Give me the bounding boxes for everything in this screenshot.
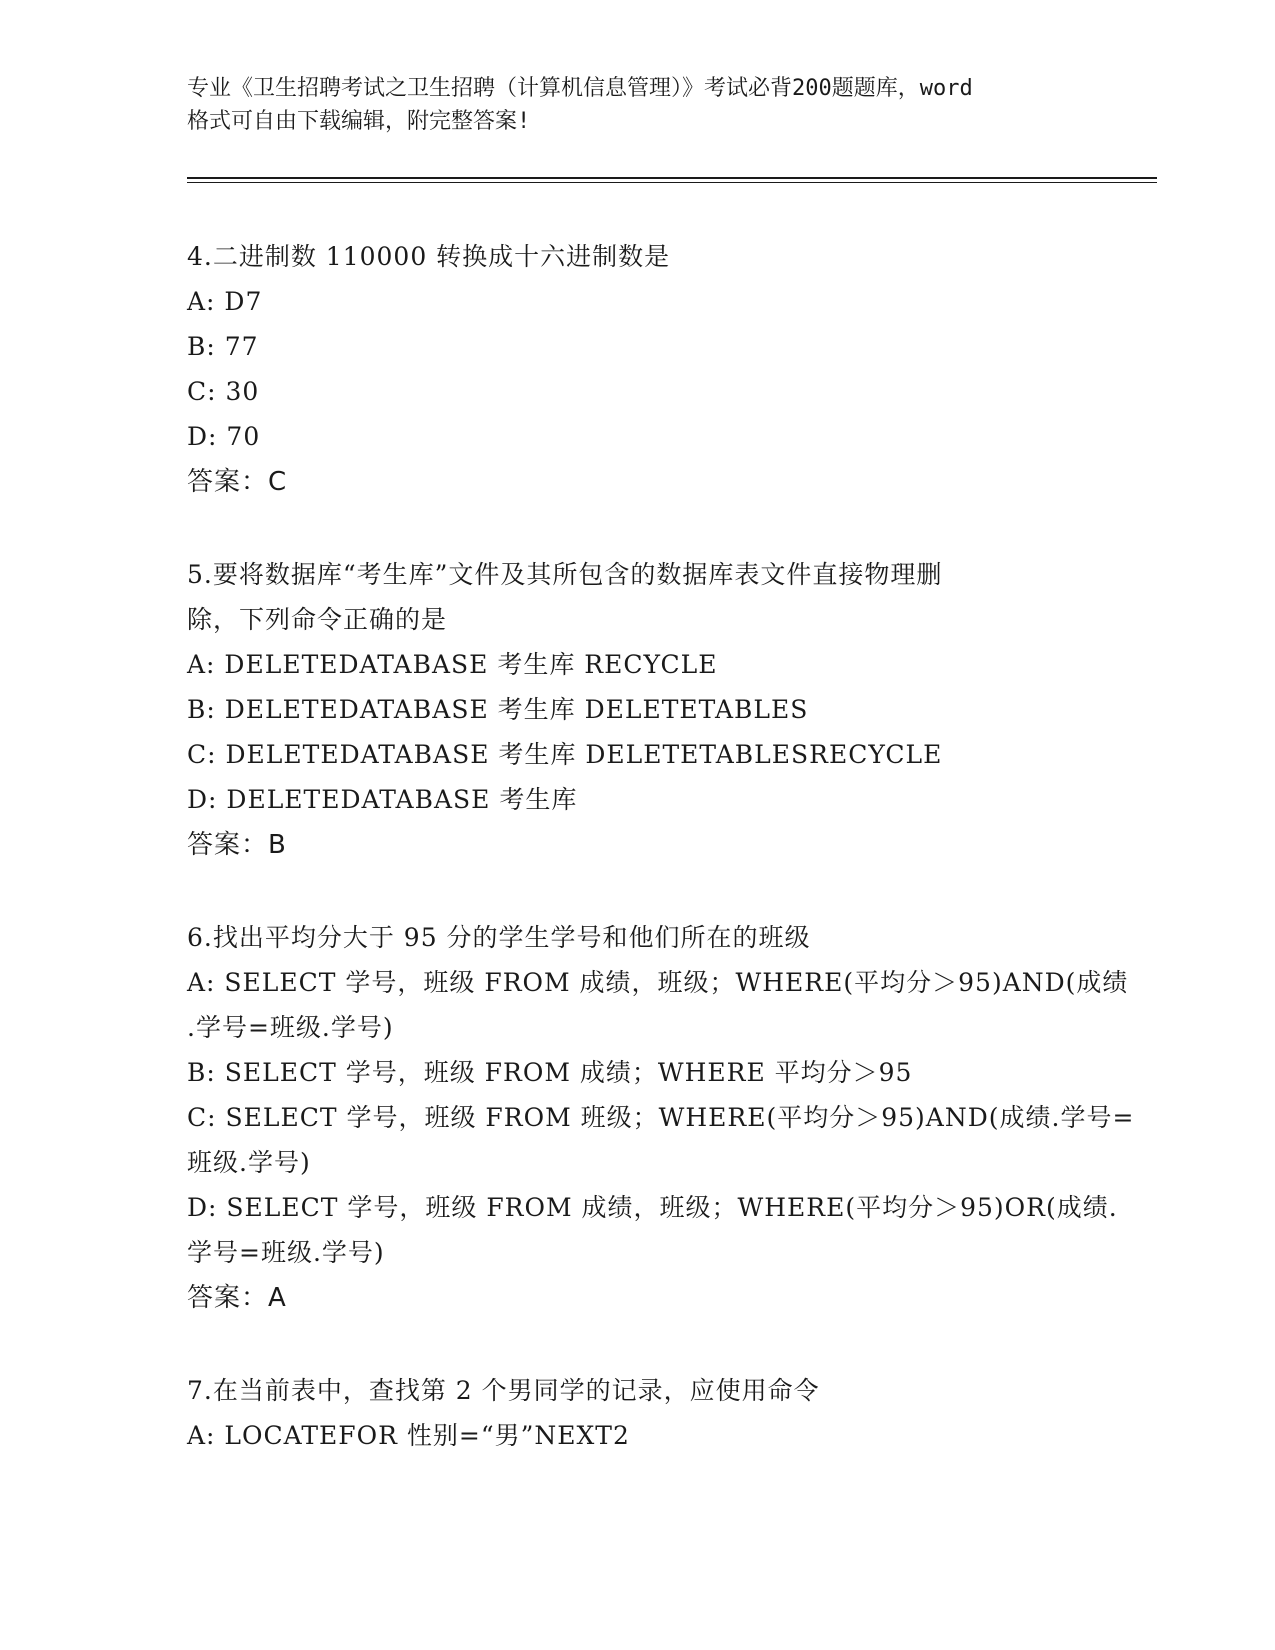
answer-option: D: 70 bbox=[187, 422, 261, 451]
answer-option: 学号=班级.学号) bbox=[187, 1238, 385, 1267]
answer-option: B: SELECT 学号，班级 FROM 成绩；WHERE 平均分＞95 bbox=[187, 1058, 913, 1087]
question-stem: 除，下列命令正确的是 bbox=[187, 605, 448, 634]
answer-option: D: DELETEDATABASE 考生库 bbox=[187, 785, 578, 814]
answer-option: A: DELETEDATABASE 考生库 RECYCLE bbox=[187, 650, 718, 679]
answer-option: C: SELECT 学号，班级 FROM 班级；WHERE(平均分＞95)AND(成绩.学号= bbox=[187, 1103, 1135, 1132]
header-divider bbox=[187, 177, 1157, 179]
answer-option: C: DELETEDATABASE 考生库 DELETETABLESRECYCLE bbox=[187, 740, 943, 769]
answer-option: A: LOCATEFOR 性别=“男”NEXT2 bbox=[187, 1421, 630, 1450]
question-block bbox=[187, 234, 1087, 505]
answer-key: 答案：B bbox=[187, 830, 287, 860]
question-stem: 7.在当前表中，查找第 2 个男同学的记录，应使用命令 bbox=[187, 1376, 820, 1405]
answer-option: A: D7 bbox=[187, 287, 263, 316]
answer-key: 答案：A bbox=[187, 1283, 287, 1313]
answer-option: B: 77 bbox=[187, 332, 259, 361]
question-block bbox=[187, 915, 1135, 1321]
answer-key: 答案：C bbox=[187, 467, 288, 497]
question-stem: 6.找出平均分大于 95 分的学生学号和他们所在的班级 bbox=[187, 923, 811, 952]
question-stem: 4.二进制数 110000 转换成十六进制数是 bbox=[187, 242, 671, 271]
header-divider-thin bbox=[187, 182, 1157, 183]
question-stem: 5.要将数据库“考生库”文件及其所包含的数据库表文件直接物理删 bbox=[187, 560, 943, 589]
answer-option: D: SELECT 学号，班级 FROM 成绩，班级；WHERE(平均分＞95)OR(成绩. bbox=[187, 1193, 1118, 1222]
header-line-2: 格式可自由下载编辑，附完整答案! bbox=[187, 109, 531, 134]
question-block bbox=[187, 552, 1087, 868]
answer-option: B: DELETEDATABASE 考生库 DELETETABLES bbox=[187, 695, 809, 724]
answer-option: 班级.学号) bbox=[187, 1148, 311, 1177]
question-list bbox=[187, 234, 1135, 1505]
header-line-1: 专业《卫生招聘考试之卫生招聘（计算机信息管理）》考试必背200题题库，word bbox=[187, 76, 973, 101]
answer-option: .学号=班级.学号) bbox=[187, 1013, 394, 1042]
answer-option: C: 30 bbox=[187, 377, 260, 406]
answer-option: A: SELECT 学号，班级 FROM 成绩，班级；WHERE(平均分＞95)AND(成绩 bbox=[187, 968, 1129, 997]
document-header bbox=[187, 72, 1087, 138]
question-block bbox=[187, 1368, 1087, 1458]
